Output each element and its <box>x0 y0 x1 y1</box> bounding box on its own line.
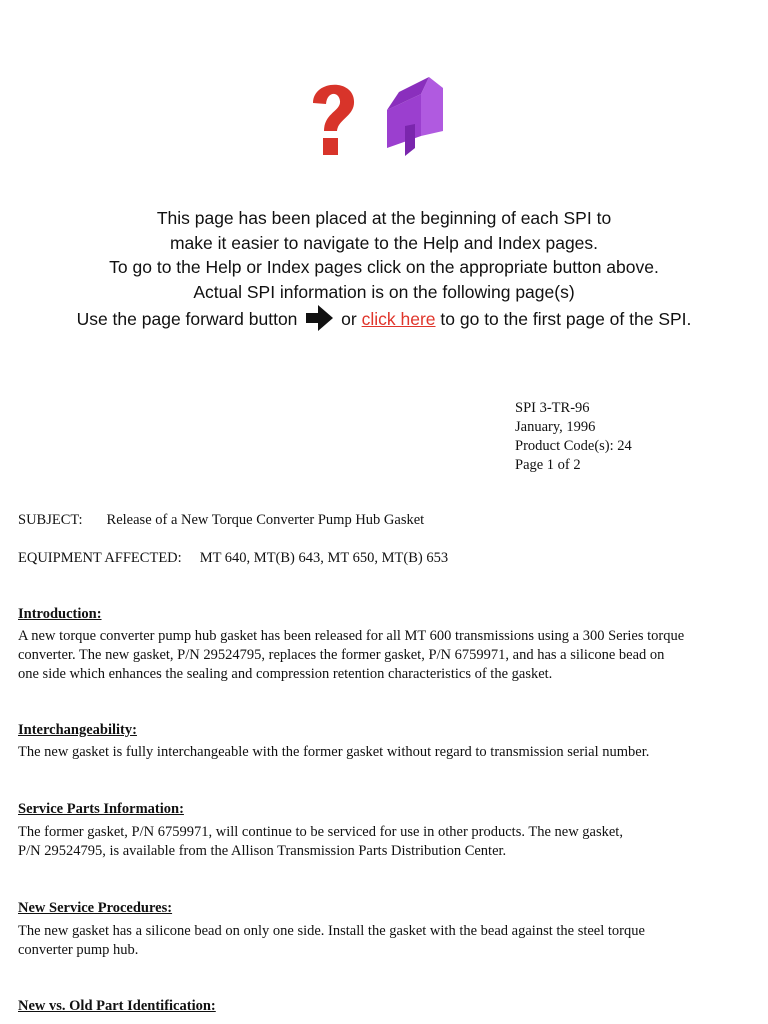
intro-or-text: or <box>341 309 357 330</box>
page-number: Page 1 of 2 <box>515 457 581 473</box>
service-parts-heading: Service Parts Information: <box>18 801 184 817</box>
question-mark-icon <box>302 76 364 158</box>
interchangeability-body <box>18 743 758 762</box>
equipment-value: MT 640, MT(B) 643, MT 650, MT(B) 653 <box>199 550 449 566</box>
spi-number: SPI 3-TR-96 <box>515 400 590 416</box>
intro-line-1: This page has been placed at the beginning of each SPI to <box>156 208 612 228</box>
document-metadata <box>515 399 632 475</box>
body-line: The new gasket is fully interchangeable with the former gasket without regard to transmission serial number. <box>18 744 650 760</box>
body-line: P/N 29524795, is available from the Allison Transmission Parts Distribution Center. <box>18 843 507 859</box>
body-line: The former gasket, P/N 6759971, will continue to be serviced for use in other products. The new gasket, <box>18 824 623 840</box>
index-button[interactable] <box>385 76 445 158</box>
intro-line-4: Actual SPI information is on the following page(s) <box>193 281 575 302</box>
interchangeability-heading: Interchangeability: <box>18 722 137 738</box>
body-line: converter pump hub. <box>18 942 139 958</box>
new-service-procedures-body <box>18 922 758 960</box>
body-line: converter. The new gasket, P/N 29524795, replaces the former gasket, P/N 6759971, and has a silicone bead on <box>18 647 665 663</box>
subject-line <box>18 511 424 530</box>
introduction-body <box>18 627 758 684</box>
body-line: A new torque converter pump hub gasket has been released for all MT 600 transmissions using a 300 Series torque <box>18 628 685 644</box>
subject-value: Release of a New Torque Converter Pump Hub Gasket <box>106 512 425 528</box>
subject-label: SUBJECT: <box>18 512 83 528</box>
intro-line-5 <box>0 304 768 332</box>
navigation-icons <box>0 76 768 160</box>
intro-line-2: make it easier to navigate to the Help and Index pages. <box>169 232 599 253</box>
body-line: one side which enhances the sealing and compression retention characteristics of the gasket. <box>18 666 553 682</box>
equipment-label: EQUIPMENT AFFECTED: <box>18 550 182 566</box>
intro-line-3: To go to the Help or Index pages click on the appropriate button above. <box>109 257 659 278</box>
spi-date: January, 1996 <box>515 419 596 435</box>
index-book-icon <box>385 76 445 158</box>
click-here-link[interactable]: click here <box>361 309 436 330</box>
product-codes: Product Code(s): 24 <box>515 438 632 454</box>
help-button[interactable] <box>302 76 364 158</box>
body-line: The new gasket has a silicone bead on only one side. Install the gasket with the bead against the steel torque <box>18 923 645 939</box>
new-service-procedures-heading: New Service Procedures: <box>18 900 173 916</box>
page-forward-icon[interactable] <box>304 304 334 332</box>
navigation-instructions <box>0 206 768 332</box>
part-identification-heading: New vs. Old Part Identification: <box>18 998 216 1014</box>
service-parts-body <box>18 823 758 861</box>
introduction-heading: Introduction: <box>18 606 102 622</box>
intro-line-5-text: Use the page forward button <box>76 309 298 330</box>
equipment-affected-line <box>18 549 448 568</box>
intro-line-5-end: to go to the first page of the SPI. <box>440 309 692 330</box>
